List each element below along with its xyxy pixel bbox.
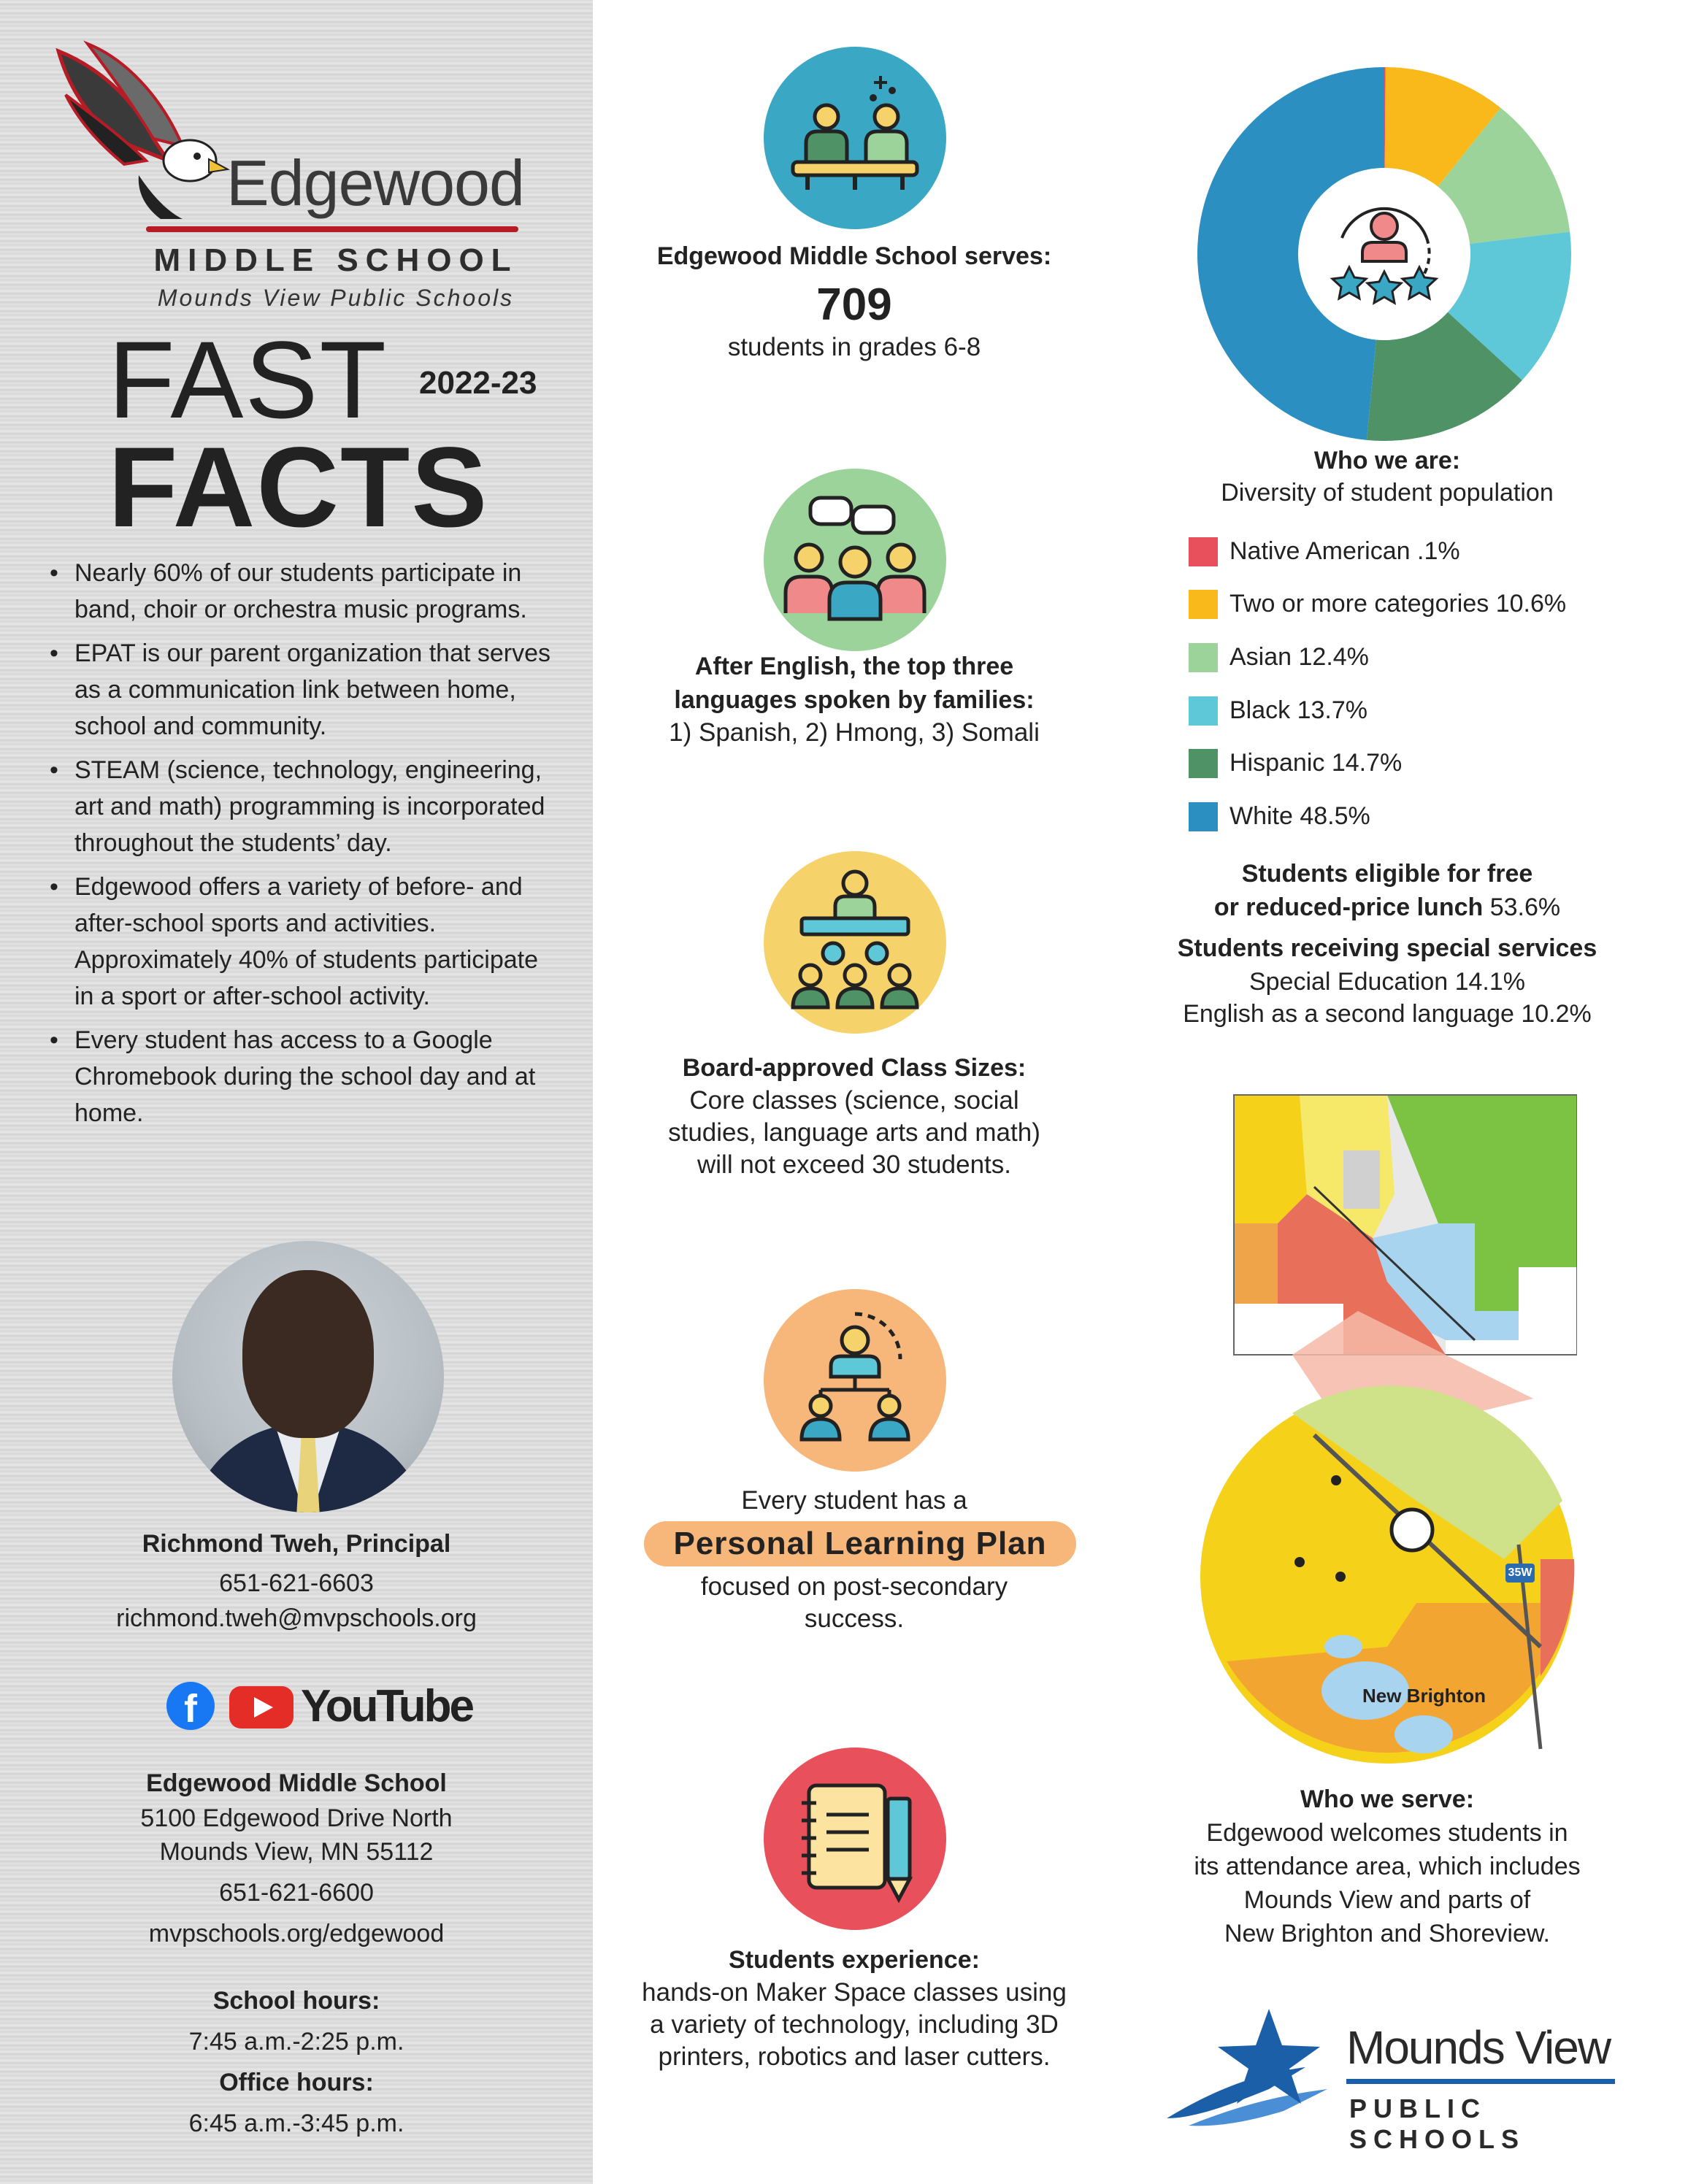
serves-subtext: students in grades 6-8	[727, 333, 981, 361]
languages-list: 1) Spanish, 2) Hmong, 3) Somali	[669, 718, 1040, 747]
lunch-value: 53.6%	[1483, 893, 1561, 921]
donut-center	[1298, 168, 1470, 340]
who-we-serve-line: Edgewood welcomes students in	[1206, 1819, 1568, 1847]
lunch-label: or reduced-price lunch	[1213, 893, 1484, 921]
principal-photo	[172, 1241, 444, 1512]
logo-district: Mounds View Public Schools	[157, 285, 515, 311]
lunch-line	[1139, 893, 1635, 922]
office-hours-value: 6:45 a.m.-3:45 p.m.	[188, 2110, 404, 2137]
eagle-icon	[44, 36, 234, 226]
esl-stat: English as a second language 10.2%	[1183, 1000, 1592, 1028]
special-services-heading: Students receiving special services	[1177, 934, 1597, 962]
youtube-play-icon[interactable]	[229, 1686, 294, 1729]
principal-name: Richmond Tweh, Principal	[142, 1530, 451, 1558]
legend-label: Two or more categories 10.6%	[1229, 590, 1567, 618]
students-stars-icon	[1298, 168, 1470, 340]
maker-line: a variety of technology, including 3D	[650, 2010, 1059, 2039]
legend-swatch	[1189, 590, 1218, 619]
personal-learning-plan-badge: Personal Learning Plan	[644, 1521, 1076, 1566]
edgewood-logo	[44, 36, 526, 314]
legend-label: Hispanic 14.7%	[1229, 749, 1403, 777]
legend-label: White 48.5%	[1229, 802, 1370, 830]
who-we-serve-heading: Who we serve:	[1300, 1785, 1475, 1813]
highway-label: 35W	[1508, 1566, 1532, 1579]
mounds-view-star-icon	[1159, 1994, 1349, 2140]
who-we-serve-line: New Brighton and Shoreview.	[1224, 1920, 1551, 1947]
legend-label: Asian 12.4%	[1229, 643, 1369, 671]
legend-item	[1189, 745, 1627, 781]
mounds-view-divider	[1346, 2079, 1615, 2084]
address-school-name: Edgewood Middle School	[146, 1769, 447, 1797]
learning-plan-icon	[764, 1289, 946, 1472]
legend-swatch	[1189, 643, 1218, 672]
mounds-view-subtitle: PUBLIC SCHOOLS	[1349, 2093, 1526, 2154]
fact-bullet: • Nearly 60% of our students participate in band, choir or orchestra music programs.	[50, 555, 561, 628]
address-website[interactable]: mvpschools.org/edgewood	[148, 1920, 445, 1947]
who-we-serve-line: its attendance area, which includes	[1194, 1853, 1581, 1880]
sped-stat: Special Education 14.1%	[1248, 968, 1526, 996]
class-sizes-line: Core classes (science, social	[689, 1086, 1019, 1115]
school-hours-label: School hours:	[212, 1987, 380, 2015]
student-count: 709	[816, 280, 892, 330]
legend-item	[1189, 692, 1627, 728]
social-links	[166, 1680, 472, 1731]
languages-heading-1: After English, the top three	[694, 653, 1014, 680]
chart-title: Who we are:	[1313, 447, 1461, 474]
fact-bullet-list	[50, 555, 561, 1139]
address-street: 5100 Edgewood Drive North	[140, 1804, 453, 1832]
legend-item	[1189, 798, 1627, 834]
classroom-icon	[764, 851, 946, 1034]
fact-bullet: • EPAT is our parent organization that serves as a communication link between home, school and community.	[50, 635, 561, 745]
title-facts: FACTS	[108, 424, 489, 551]
class-sizes-line: studies, language arts and math)	[668, 1118, 1040, 1147]
mounds-view-logo	[1159, 1994, 1627, 2154]
class-sizes-line: will not exceed 30 students.	[697, 1150, 1011, 1179]
legend-label: Native American .1%	[1229, 537, 1460, 565]
plp-detail: focused on post-secondary	[700, 1572, 1008, 1601]
facebook-icon[interactable]: f	[166, 1682, 215, 1730]
principal-email[interactable]: richmond.tweh@mvpschools.org	[116, 1604, 477, 1632]
attendance-area-map	[1197, 1092, 1577, 1778]
school-hours-value: 7:45 a.m.-2:25 p.m.	[188, 2028, 404, 2056]
logo-school-type: MIDDLE SCHOOL	[153, 242, 518, 278]
legend-swatch	[1189, 537, 1218, 566]
chart-subtitle: Diversity of student population	[1221, 479, 1554, 507]
principal-phone[interactable]: 651-621-6603	[219, 1569, 374, 1597]
maker-line: printers, robotics and laser cutters.	[658, 2042, 1051, 2071]
maker-heading: Students experience:	[729, 1946, 980, 1974]
legend-item	[1189, 639, 1627, 675]
fact-bullet: • Every student has access to a Google Chromebook during the school day and at home.	[50, 1022, 561, 1131]
speech-people-icon	[764, 469, 946, 651]
who-we-serve-line: Mounds View and parts of	[1243, 1886, 1531, 1914]
sidebar	[0, 0, 593, 2184]
languages-heading-2: languages spoken by families:	[674, 686, 1035, 714]
title-year: 2022-23	[419, 365, 537, 401]
legend-swatch	[1189, 802, 1218, 831]
serves-heading: Edgewood Middle School serves:	[656, 242, 1052, 270]
legend-swatch	[1189, 749, 1218, 778]
office-hours-label: Office hours:	[219, 2069, 374, 2096]
legend-item	[1189, 585, 1627, 622]
address-city: Mounds View, MN 55112	[159, 1838, 434, 1866]
map-city-label: New Brighton	[1362, 1685, 1486, 1707]
logo-divider	[146, 226, 518, 232]
legend-item	[1189, 533, 1627, 569]
legend-label: Black 13.7%	[1229, 696, 1367, 724]
fact-bullet: • Edgewood offers a variety of before- and after-school sports and activities. Approximately 40% of students participate in a sport or after-school activity.	[50, 869, 561, 1015]
mounds-view-wordmark: Mounds View	[1346, 2021, 1611, 2074]
notebook-pencil-icon	[764, 1747, 946, 1930]
logo-wordmark: Edgewood	[226, 147, 524, 219]
youtube-wordmark[interactable]: YouTube	[301, 1681, 472, 1731]
plp-intro: Every student has a	[741, 1486, 967, 1515]
legend-swatch	[1189, 696, 1218, 726]
lunch-heading: Students eligible for free	[1241, 860, 1533, 888]
class-sizes-heading: Board-approved Class Sizes:	[682, 1054, 1027, 1082]
plp-detail: success.	[804, 1604, 905, 1633]
address-phone[interactable]: 651-621-6600	[219, 1879, 374, 1907]
maker-line: hands-on Maker Space classes using	[642, 1978, 1067, 2007]
students-desk-icon	[764, 47, 946, 229]
title-fast: FAST	[108, 318, 388, 441]
fact-bullet: • STEAM (science, technology, engineering, art and math) programming is incorporated throughout the students’ day.	[50, 752, 561, 861]
